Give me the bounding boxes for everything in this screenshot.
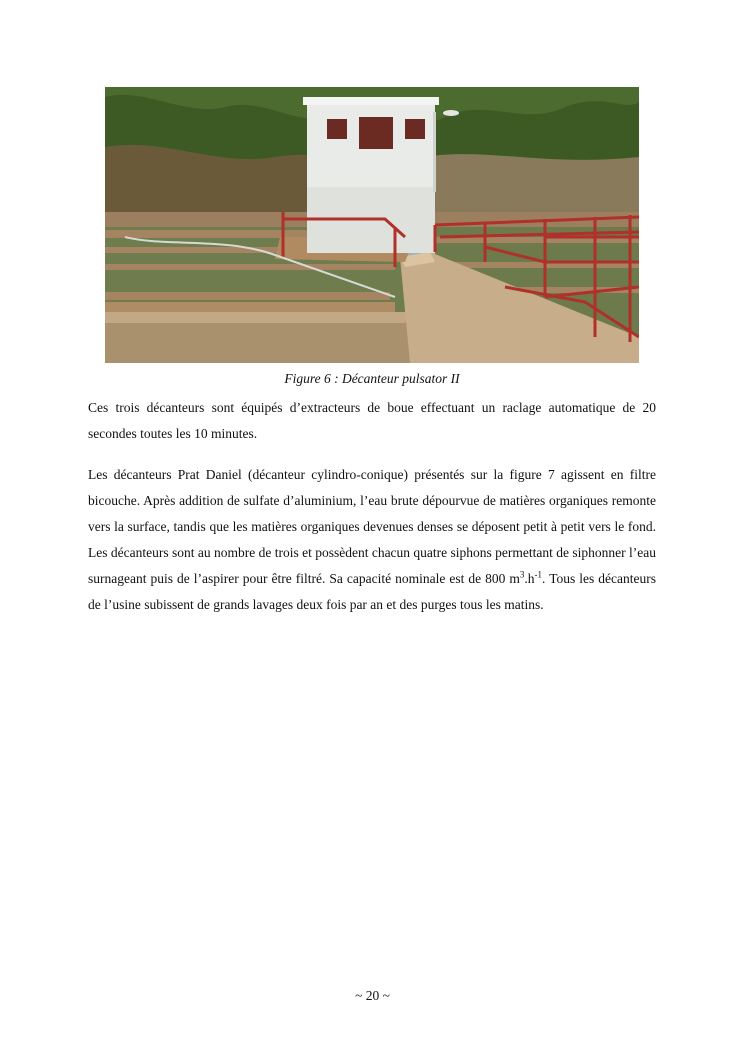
superscript-minus-1: -1 [534,569,543,580]
figure-photo [105,87,639,363]
paragraph-2-unit: .h [524,571,535,586]
superscript-3: 3 [519,569,525,580]
settling-tank-photo [105,87,639,363]
figure-caption: Figure 6 : Décanteur pulsator II [284,371,460,386]
paragraph-2-text-a: Les décanteurs Prat Daniel (décanteur cylindro-conique) présentés sur la figure 7 agissent en filtre bicouche. Après addition de sulfate d’aluminium, l’eau brute dépourvue de matières organiques remonte vers la surface, tandis que les matières organiques devenues denses se déposent petit à petit vers le fond. Les décanteurs sont au nombre de trois et possèdent chacun quatre siphons permettant de siphonner l’eau surnageant puis de l’aspirer pour être filtré. Sa capacité nominale est de 800 m [88,467,656,586]
paragraph-2-text-b: . Tous les décanteurs de l’usine subissent de grands lavages deux fois par an et des purges tous les matins. [88,571,656,612]
paragraph-2 [88,462,656,618]
paragraph-1: Ces trois décanteurs sont équipés d’extracteurs de boue effectuant un raclage automatique de 20 secondes toutes les 10 minutes. [88,400,656,441]
page-number: ~ 20 ~ [355,988,390,1003]
